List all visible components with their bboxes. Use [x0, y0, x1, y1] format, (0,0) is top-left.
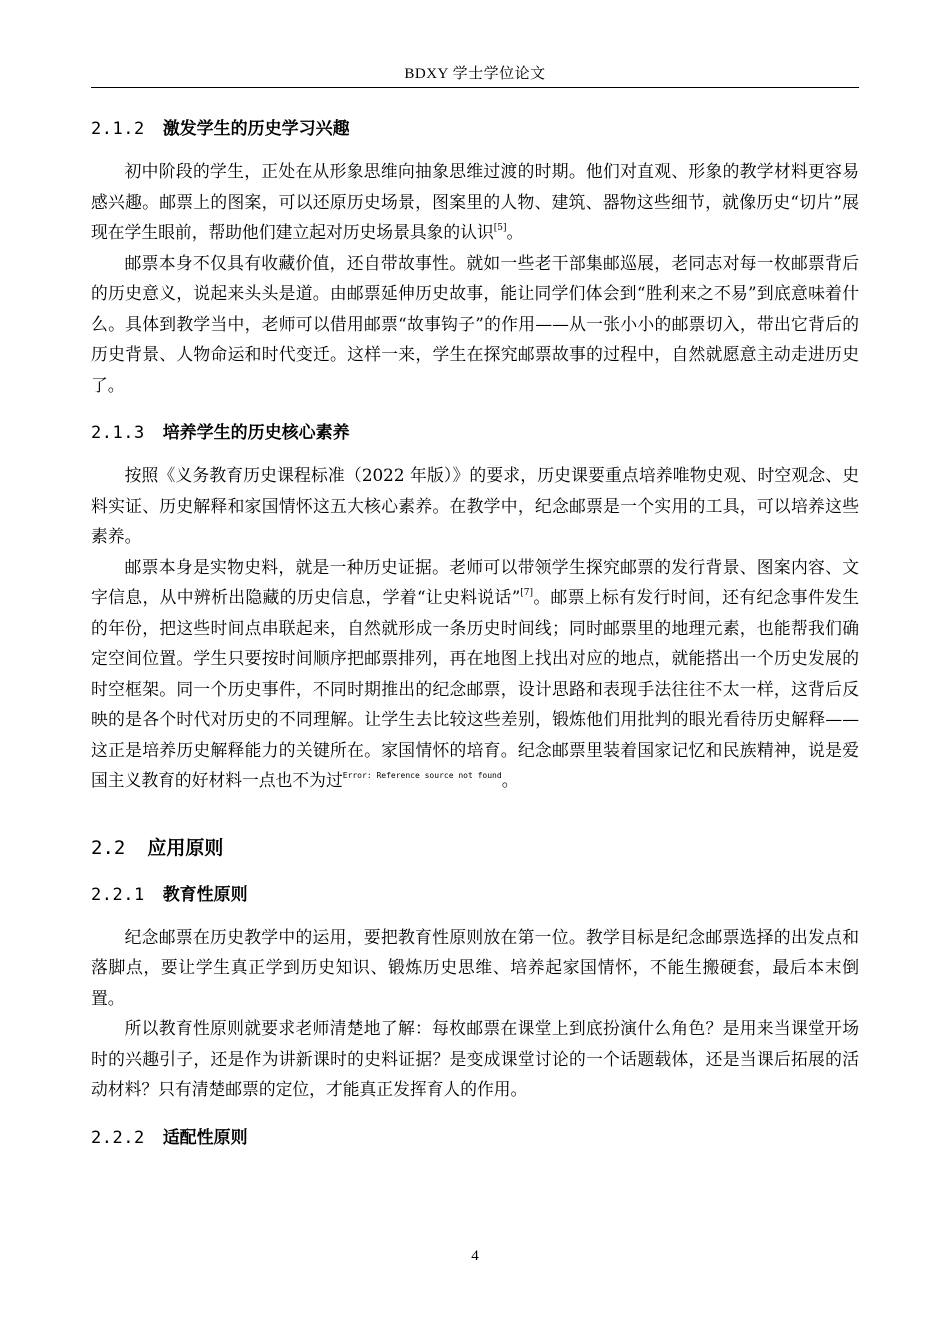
section-number: 2.1.2	[91, 119, 145, 139]
section-title: 激发学生的历史学习兴趣	[162, 119, 350, 139]
section-number: 2.1.3	[91, 423, 145, 443]
paragraph-text: 邮票本身是实物史料，就是一种历史证据。老师可以带领学生探究邮票的发行背景、图案内容、文字信息，从中辨析出隐藏的历史信息，学着“让史料说话”	[91, 556, 859, 607]
paragraph-text: 初中阶段的学生，正处在从形象思维向抽象思维过渡的时期。他们对直观、形象的教学材料更容易感兴趣。邮票上的图案，可以还原历史场景，图案里的人物、建筑、器物这些细节，就像历史“切片”展现在学生眼前，帮助他们建立起对历史场景具象的认识	[91, 161, 859, 242]
citation-ref[interactable]: [5]	[493, 223, 507, 233]
section-heading-2-1-3	[91, 420, 859, 446]
citation-ref[interactable]: [7]	[520, 588, 534, 598]
paragraph: 按照《义务教育历史课程标准（2022 年版）》的要求，历史课要重点培养唯物史观、时空观念、史料实证、历史解释和家国情怀这五大核心素养。在教学中，纪念邮票是一个实用的工具，可以培养这些素养。	[91, 465, 859, 546]
paragraph	[91, 156, 859, 248]
reference-error: Error: Reference source not found	[342, 771, 502, 780]
section-title: 教育性原则	[162, 884, 248, 905]
paragraph-end: 。	[501, 770, 519, 790]
section-number: 2.2	[91, 836, 126, 859]
paragraph-end: 。	[506, 222, 524, 242]
section-heading-2-1-2	[91, 116, 859, 142]
running-header: BDXY 学士学位论文	[404, 66, 546, 82]
section-heading-2-2	[91, 834, 859, 862]
paragraph: 所以教育性原则就要求老师清楚地了解：每枚邮票在课堂上到底扮演什么角色？是用来当课堂开场时的兴趣引子，还是作为讲新课时的史料证据？是变成课堂讨论的一个话题载体，还是当课后拓展的活动材料？只有清楚邮票的定位，才能真正发挥育人的作用。	[91, 1018, 859, 1099]
section-number: 2.2.2	[91, 1127, 145, 1148]
header-rule	[91, 87, 859, 88]
paragraph: 邮票本身不仅具有收藏价值，还自带故事性。就如一些老干部集邮巡展，老同志对每一枚邮票背后的历史意义，说起来头头是道。由邮票延伸历史故事，能让同学们体会到“胜利来之不易”到底意味着什么。具体到教学当中，老师可以借用邮票“故事钩子”的作用——从一张小小的邮票切入，带出它背后的历史背景、人物命运和时代变迁。这样一来，学生在探究邮票故事的过程中，自然就愿意主动走进历史了。	[91, 252, 859, 395]
section-heading-2-2-2	[91, 1125, 859, 1151]
section-title: 适配性原则	[162, 1127, 248, 1148]
page-body	[91, 116, 859, 1151]
paragraph	[91, 552, 859, 796]
section-heading-2-2-1	[91, 882, 859, 908]
section-title: 应用原则	[147, 836, 224, 859]
page-number: 4	[471, 1248, 479, 1264]
section-title: 培养学生的历史核心素养	[162, 423, 350, 443]
paragraph-text: 。邮票上标有发行时间，还有纪念事件发生的年份，把这些时间点串联起来，自然就形成一条历史时间线；同时邮票里的地理元素，也能帮我们确定空间位置。学生只要按时间顺序把邮票排列，再在地图上找出对应的地点，就能搭出一个历史发展的时空框架。同一个历史事件，不同时期推出的纪念邮票，设计思路和表现手法往往不太一样，这背后反映的是各个时代对历史的不同理解。让学生去比较这些差别，锻炼他们用批判的眼光看待历史解释——这正是培养历史解释能力的关键所在。家国情怀的培育。纪念邮票里装着国家记忆和民族精神，说是爱国主义教育的好材料一点也不为过	[91, 587, 859, 790]
paragraph: 纪念邮票在历史教学中的运用，要把教育性原则放在第一位。教学目标是纪念邮票选择的出发点和落脚点，要让学生真正学到历史知识、锻炼历史思维、培养起家国情怀，不能生搬硬套，最后本末倒置。	[91, 926, 859, 1008]
section-number: 2.2.1	[91, 884, 145, 905]
